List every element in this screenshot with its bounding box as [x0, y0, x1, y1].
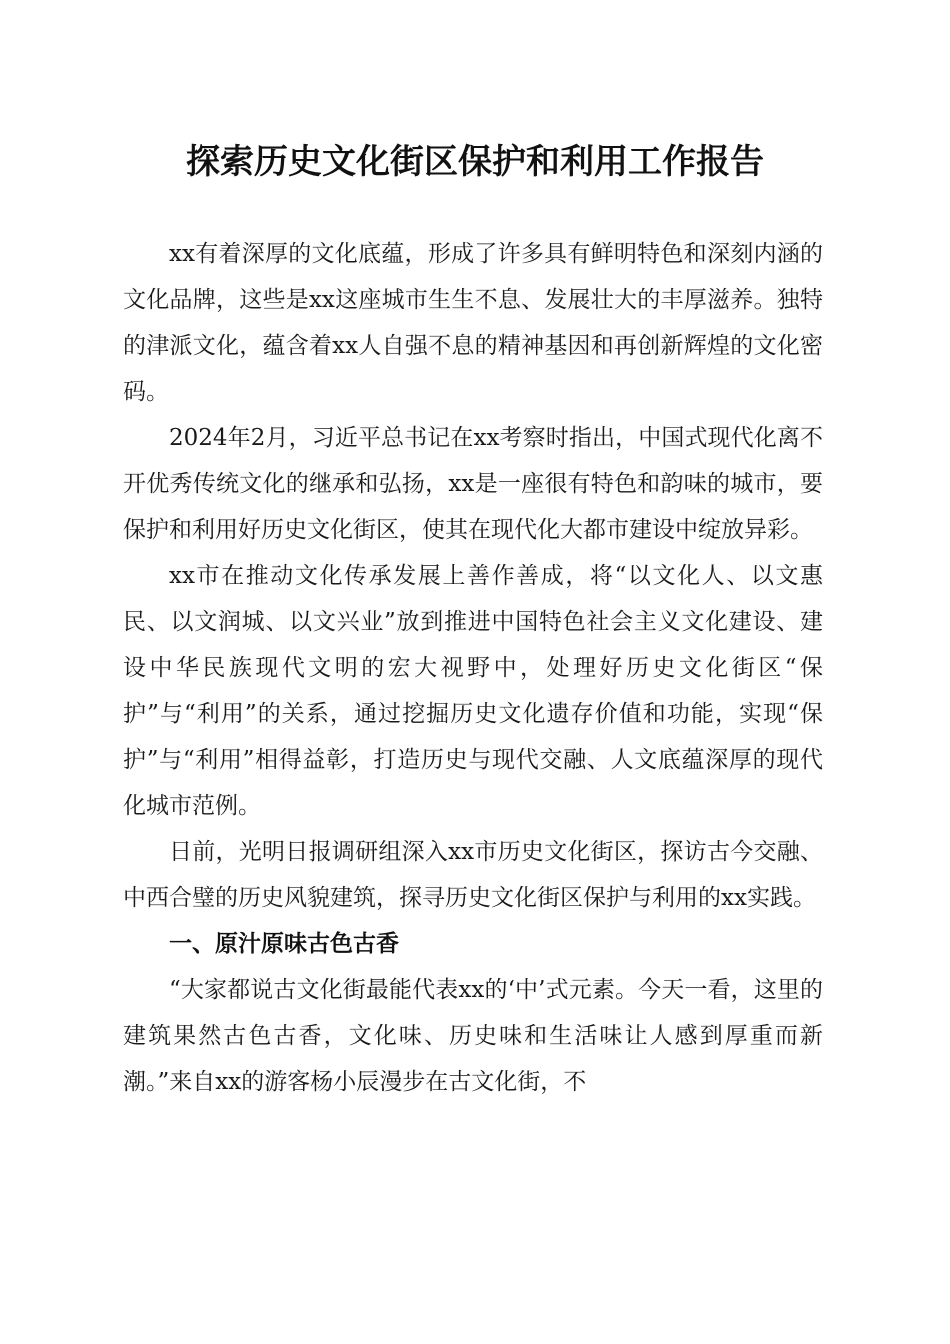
paragraph-intro: xx有着深厚的文化底蕴，形成了许多具有鲜明特色和深刻内涵的文化品牌，这些是xx这座城市生生不息、发展壮大的丰厚滋养。独特的津派文化，蕴含着xx人自强不息的精神基因和再创新辉煌的文化密码。	[123, 241, 823, 405]
section-heading: 一、原汁原味古色古香	[169, 931, 399, 957]
paragraph-city-practice: xx市在推动文化传承发展上善作善成，将“以文化人、以文惠民、以文润城、以文兴业”放到推进中国特色社会主义文化建设、建设中华民族现代文明的宏大视野中，处理好历史文化街区“保护”与“利用”的关系，通过挖掘历史文化遗存价值和功能，实现“保护”与“利用”相得益彰，打造历史与现代交融、人文底蕴深厚的现代化城市范例。	[123, 563, 823, 819]
paragraph-section-one: “大家都说古文化街最能代表xx的‘中’式元素。今天一看，这里的建筑果然古色古香，文化味、历史味和生活味让人感到厚重而新潮。”来自xx的游客杨小辰漫步在古文化街，不	[123, 977, 823, 1095]
paragraph-research-team: 日前，光明日报调研组深入xx市历史文化街区，探访古今交融、中西合璧的历史风貌建筑，探寻历史文化街区保护与利用的xx实践。	[123, 839, 823, 911]
paragraph-inspection: 2024年2月，习近平总书记在xx考察时指出，中国式现代化离不开优秀传统文化的继承和弘扬，xx是一座很有特色和韵味的城市，要保护和利用好历史文化街区，使其在现代化大都市建设中绽放异彩。	[123, 425, 823, 543]
document-body	[123, 231, 823, 1105]
document-title: 探索历史文化街区保护和利用工作报告	[186, 142, 764, 182]
